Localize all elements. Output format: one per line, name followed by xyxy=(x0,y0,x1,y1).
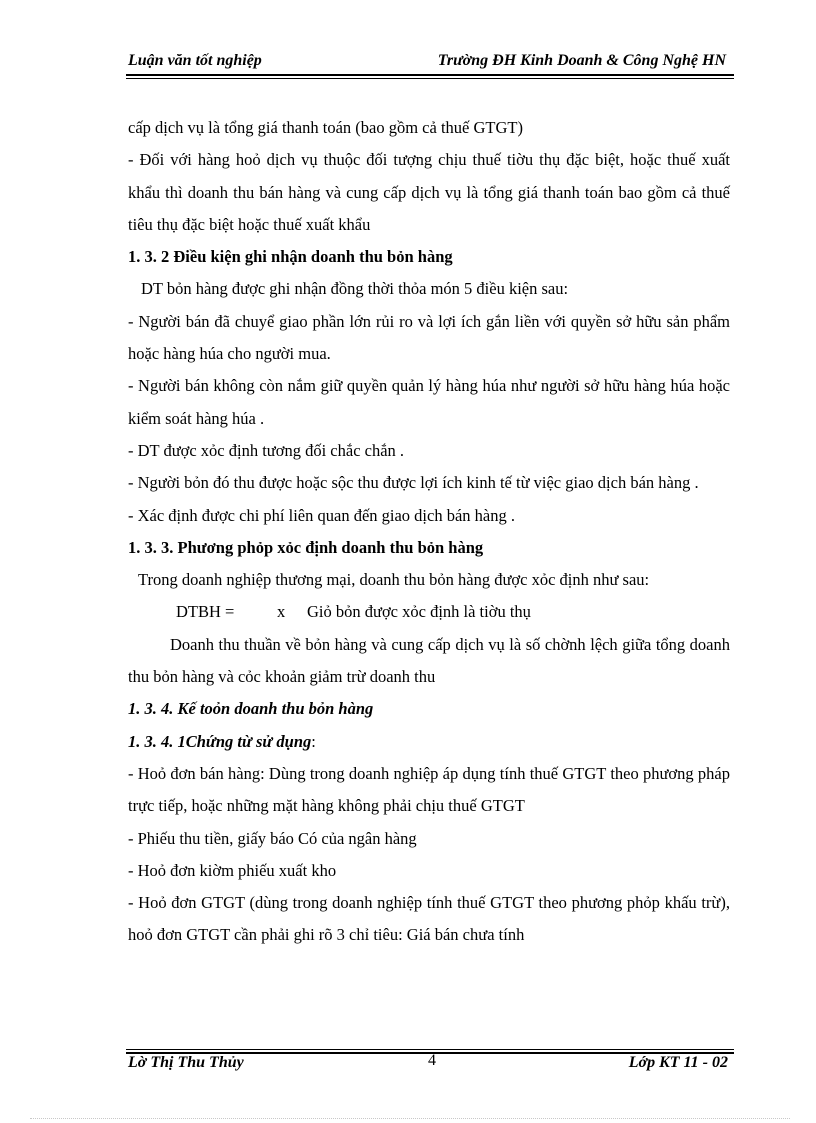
subsection-heading-colon: : xyxy=(311,731,316,751)
page-footer xyxy=(128,1054,732,1076)
list-item: - Người bán đã chuyể giao phần lớn rủi ro và lợi ích gắn liền với quyền sở hữu sản phẩm hoặc hàng húa cho người mua. xyxy=(128,311,730,364)
list-item: - Hoỏ đơn kiờm phiếu xuất kho xyxy=(128,860,337,880)
formula-lhs: DTBH = xyxy=(176,602,235,622)
header-thesis-label: Luận văn tốt nghiệp xyxy=(128,52,262,69)
footer-class-name: Lớp KT 11 - 02 xyxy=(628,1054,728,1071)
page-edge-divider xyxy=(30,1118,790,1119)
section-heading: 1. 3. 2 Điều kiện ghi nhận doanh thu bỏn hàng xyxy=(128,247,453,267)
formula-operator: x xyxy=(277,602,286,622)
list-item: - DT được xỏc định tương đối chắc chắn . xyxy=(128,440,405,460)
page-header xyxy=(128,52,732,74)
subsection-heading-text: 1. 3. 4. 1Chứng từ sử dụng xyxy=(128,731,312,751)
paragraph: - Đối với hàng hoỏ dịch vụ thuộc đối tượng chịu thuế tiờu thụ đặc biệt, hoặc thuế xuất khẩu thì doanh thu bán hàng và cung cấp dịch vụ là tổng giá thanh toán bao gồm cả thuế tiêu thụ đặc biệt hoặc thuế xuất khẩu xyxy=(128,150,730,234)
list-item: - Xác định được chi phí liên quan đến giao dịch bán hàng . xyxy=(128,505,515,525)
header-rule-thin xyxy=(126,78,734,79)
paragraph: Trong doanh nghiệp thương mại, doanh thu bỏn hàng được xỏc định như sau: xyxy=(138,570,650,590)
paragraph: DT bỏn hàng được ghi nhận đồng thời thỏa món 5 điều kiện sau: xyxy=(141,279,569,299)
formula xyxy=(128,596,730,628)
paragraph: Doanh thu thuần về bỏn hàng và cung cấp dịch vụ là số chờnh lệch giữa tổng doanh thu bỏn hàng và cỏc khoản giảm trừ doanh thu xyxy=(128,634,730,687)
list-item: - Người bỏn đó thu được hoặc sộc thu được lợi ích kinh tế từ việc giao dịch bán hàng . xyxy=(128,473,699,493)
footer-author-name: Lờ Thị Thu Thủy xyxy=(128,1054,244,1071)
list-item: - Hoỏ đơn bán hàng: Dùng trong doanh nghiệp áp dụng tính thuế GTGT theo phương pháp trực tiếp, hoặc những mặt hàng không phải chịu thuế GTGT xyxy=(128,763,730,816)
footer-rule-thin xyxy=(126,1049,734,1050)
header-rule-thick xyxy=(126,74,734,76)
page-body xyxy=(128,112,730,952)
paragraph: cấp dịch vụ là tổng giá thanh toán (bao gồm cả thuế GTGT) xyxy=(128,118,523,137)
section-heading: 1. 3. 3. Phương phỏp xỏc định doanh thu bỏn hàng xyxy=(128,537,484,557)
list-item: - Người bán không còn nắm giữ quyền quản lý hàng húa như người sở hữu hàng húa hoặc kiểm soát hàng húa . xyxy=(128,376,730,428)
page-number: 4 xyxy=(428,1052,436,1069)
section-heading: 1. 3. 4. Kế toỏn doanh thu bỏn hàng xyxy=(128,699,374,719)
subsection-heading xyxy=(128,726,730,758)
header-university-name: Trường ĐH Kinh Doanh & Công Nghệ HN xyxy=(437,52,726,69)
list-item: - Phiếu thu tiền, giấy báo Có của ngân hàng xyxy=(128,828,417,848)
formula-rhs: Giỏ bỏn được xỏc định là tiờu thụ xyxy=(307,602,531,622)
list-item: - Hoỏ đơn GTGT (dùng trong doanh nghiệp tính thuế GTGT theo phương phỏp khấu trừ), hoỏ đơn GTGT cần phải ghi rõ 3 chỉ tiêu: Giá bán chưa tính xyxy=(128,893,730,945)
